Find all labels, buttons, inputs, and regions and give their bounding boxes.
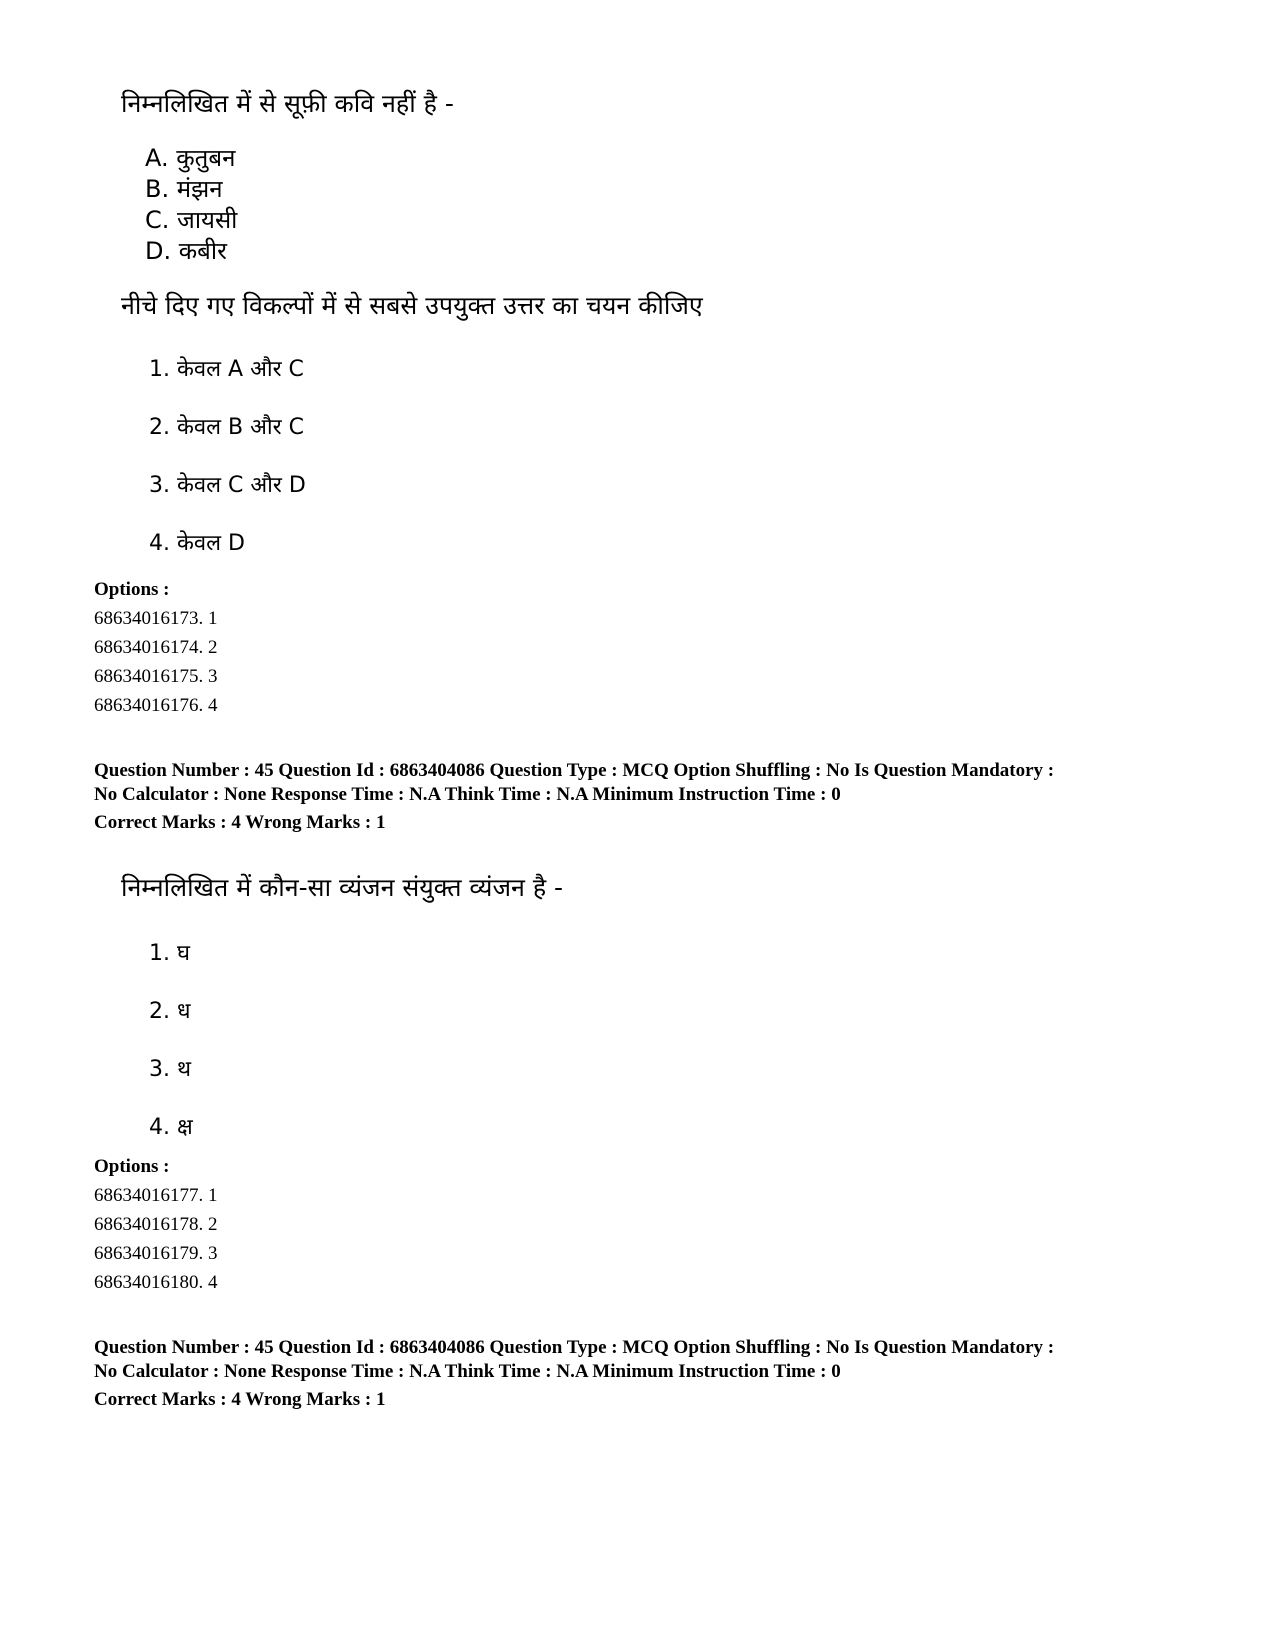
option-line: 68634016175. 3 [94, 666, 218, 687]
question-meta-line: Question Number : 45 Question Id : 6863404086 Question Type : MCQ Option Shuffling : No Is Question Mandatory : [94, 1337, 1055, 1358]
answer-choice: 3. थ [149, 1057, 192, 1082]
answer-choice: 2. ध [149, 999, 191, 1024]
options-heading: Options : [94, 1156, 170, 1177]
answer-choice: 2. केवल B और C [149, 415, 304, 440]
option-line: 68634016174. 2 [94, 637, 218, 658]
option-line: 68634016176. 4 [94, 695, 218, 716]
question-meta-line: Question Number : 45 Question Id : 6863404086 Question Type : MCQ Option Shuffling : No Is Question Mandatory : [94, 760, 1055, 781]
answer-choice: 4. केवल D [149, 531, 245, 556]
question-meta-line: No Calculator : None Response Time : N.A Think Time : N.A Minimum Instruction Time : 0 [94, 1361, 841, 1382]
option-line: 68634016173. 1 [94, 608, 218, 629]
statement-item: B. मंझन [145, 175, 223, 203]
statement-item: C. जायसी [145, 206, 238, 234]
answer-choice: 1. घ [149, 941, 190, 966]
statement-item: D. कबीर [145, 237, 227, 265]
option-line: 68634016180. 4 [94, 1272, 218, 1293]
question-text: निम्नलिखित में कौन-सा व्यंजन संयुक्त व्यंजन है - [121, 873, 564, 902]
option-line: 68634016179. 3 [94, 1243, 218, 1264]
answer-choice: 3. केवल C और D [149, 473, 306, 498]
options-heading: Options : [94, 579, 170, 600]
marks-line: Correct Marks : 4 Wrong Marks : 1 [94, 812, 386, 833]
question-meta-line: No Calculator : None Response Time : N.A Think Time : N.A Minimum Instruction Time : 0 [94, 784, 841, 805]
option-line: 68634016177. 1 [94, 1185, 218, 1206]
statement-item: A. कुतुबन [145, 144, 236, 172]
marks-line: Correct Marks : 4 Wrong Marks : 1 [94, 1389, 386, 1410]
question-text: निम्नलिखित में से सूफ़ी कवि नहीं है - [121, 89, 454, 118]
option-line: 68634016178. 2 [94, 1214, 218, 1235]
answer-choice: 4. क्ष [149, 1115, 193, 1140]
answer-choice: 1. केवल A और C [149, 357, 304, 382]
instruction-text: नीचे दिए गए विकल्पों में से सबसे उपयुक्त उत्तर का चयन कीजिए [121, 291, 703, 320]
